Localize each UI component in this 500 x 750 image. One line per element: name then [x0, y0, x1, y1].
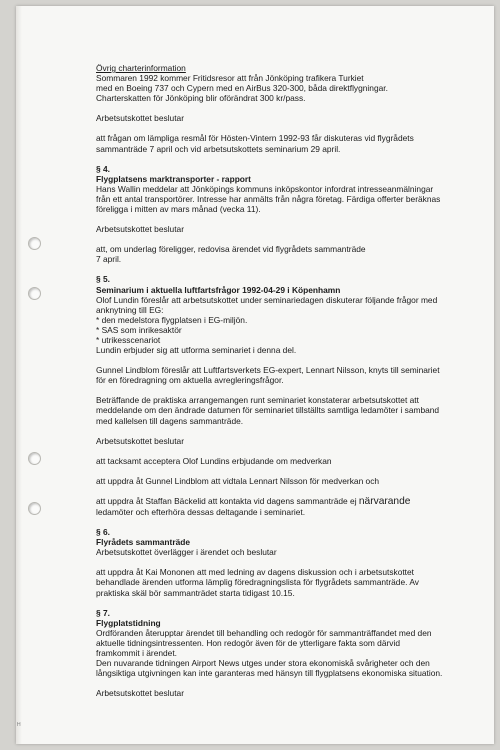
document-body	[96, 63, 481, 698]
decision-label: Arbetsutskottet beslutar	[96, 224, 184, 235]
punch-hole	[28, 287, 41, 300]
punch-hole	[28, 502, 41, 515]
decision-label: Arbetsutskottet beslutar	[96, 688, 184, 699]
text-line: anknytning till EG:	[96, 304, 164, 315]
section-title: Flygplatsens marktransporter - rapport	[96, 173, 251, 184]
list-item: * utrikesscenariot	[96, 334, 161, 345]
section-number: § 4.	[96, 163, 110, 174]
text-line: Gunnel Lindblom föreslår att Luftfartsverkets EG-expert, Lennart Nilsson, knyts till seminariet	[96, 365, 440, 376]
text-segment: närvarande	[358, 495, 411, 507]
section-title: Flygplatstidning	[96, 617, 161, 628]
section-title: Flyrådets sammanträde	[96, 537, 191, 548]
decision-label: Arbetsutskottet beslutar	[96, 435, 184, 446]
text-line: Hans Wallin meddelar att Jönköpings kommuns inköpskontor infordrat intresseanmälningar	[96, 183, 434, 194]
text-line: från ett antal transportörer. Intresse har anmälts från några företag. Färdiga offerter beräknas	[96, 193, 441, 204]
text-line: att uppdra åt Kai Mononen att med ledning av dagens diskussion och i arbetsutskottet	[96, 567, 414, 578]
text-line: att, om underlag föreligger, redovisa ärendet vid flygrådets sammanträde	[96, 244, 366, 255]
text-line: med en Boeing 737 och Cypern med en AirBus 320-300, båda direktflygningar.	[96, 83, 388, 94]
section-number: § 7.	[96, 607, 110, 618]
text-segment: att uppdra åt Staffan Bäckelid att kontakta vid dagens sammanträde ej	[96, 495, 359, 506]
text-line: Lundin erbjuder sig att utforma seminariet i denna del.	[96, 345, 297, 356]
text-line: meddelande om den ändrade datumen för seminariet tillställts samtliga ledamöter i samband	[96, 405, 440, 416]
section-number: § 5.	[96, 274, 110, 285]
text-line: Ordföranden återupptar ärendet till behandling och redogör för sammanträffandet med den	[96, 627, 432, 638]
section-number: § 6.	[96, 527, 110, 538]
text-line: med kallelsen till dagens sammanträde.	[96, 415, 244, 426]
text-line: praktiska skäl bör sammanträdet starta tidigast 10.15.	[96, 587, 295, 598]
list-item: * den medelstora flygplatsen i EG-miljön.	[96, 314, 248, 325]
text-line: långsiktiga utgivningen kan inte garanteras med hänsyn till flygplatsens ekonomiska situation.	[96, 668, 443, 679]
page-edge-shadow	[16, 6, 22, 744]
text-line: aktuelle tidningsintressenten. Hon redogör även för de ytterligare fakta som därvid	[96, 637, 400, 648]
punch-hole	[28, 452, 41, 465]
section-heading: Övrig charterinformation	[96, 63, 186, 73]
text-line: Charterskatten för Jönköping blir oförändrat 300 kr/pass.	[96, 93, 306, 104]
text-line: sammanträde 7 april och vid arbetsutskottets seminarium 29 april.	[96, 143, 341, 154]
document-page	[16, 6, 494, 744]
text-line: att frågan om lämpliga resmål för Hösten-Vintern 1992-93 får diskuteras vid flygrådets	[96, 133, 414, 144]
decision-label: Arbetsutskottet beslutar	[96, 113, 184, 124]
text-line: föreligga i mitten av mars månad (vecka 11).	[96, 204, 261, 215]
text-line: 7 april.	[96, 254, 122, 265]
text-line: Beträffande de praktiska arrangemangen runt seminariet konstaterar arbetsutskottet att	[96, 395, 419, 406]
text-line: framkommit i ärendet.	[96, 648, 177, 659]
corner-mark: ᴴ	[17, 721, 21, 730]
list-item: * SAS som inrikesaktör	[96, 324, 182, 335]
punch-hole	[28, 237, 41, 250]
text-line: för en föredragning om aktuella avregleringsfrågor.	[96, 375, 284, 386]
text-line: Olof Lundin föreslår att arbetsutskottet under seminariedagen diskuterar följande frågor med	[96, 294, 438, 305]
text-line: Arbetsutskottet överlägger i ärendet och beslutar	[96, 547, 277, 558]
text-line: Den nuvarande tidningen Airport News utges under stora ekonomiskå svårigheter och den	[96, 658, 430, 669]
text-line: att tacksamt acceptera Olof Lundins erbjudande om medverkan	[96, 455, 332, 466]
text-line: behandlade ärenden utforma lämplig föredragningslista för flygrådets sammanträde. Av	[96, 577, 419, 588]
text-line	[96, 496, 481, 507]
text-line: Sommaren 1992 kommer Fritidsresor att från Jönköping trafikera Turkiet	[96, 73, 364, 84]
text-line: ledamöter och efterhöra dessas deltagande i seminariet.	[96, 507, 306, 517]
section-title: Seminarium i aktuella luftfartsfrågor 1992-04-29 i Köpenhamn	[96, 284, 341, 295]
text-line: att uppdra åt Gunnel Lindblom att vidtala Lennart Nilsson för medverkan och	[96, 475, 380, 486]
